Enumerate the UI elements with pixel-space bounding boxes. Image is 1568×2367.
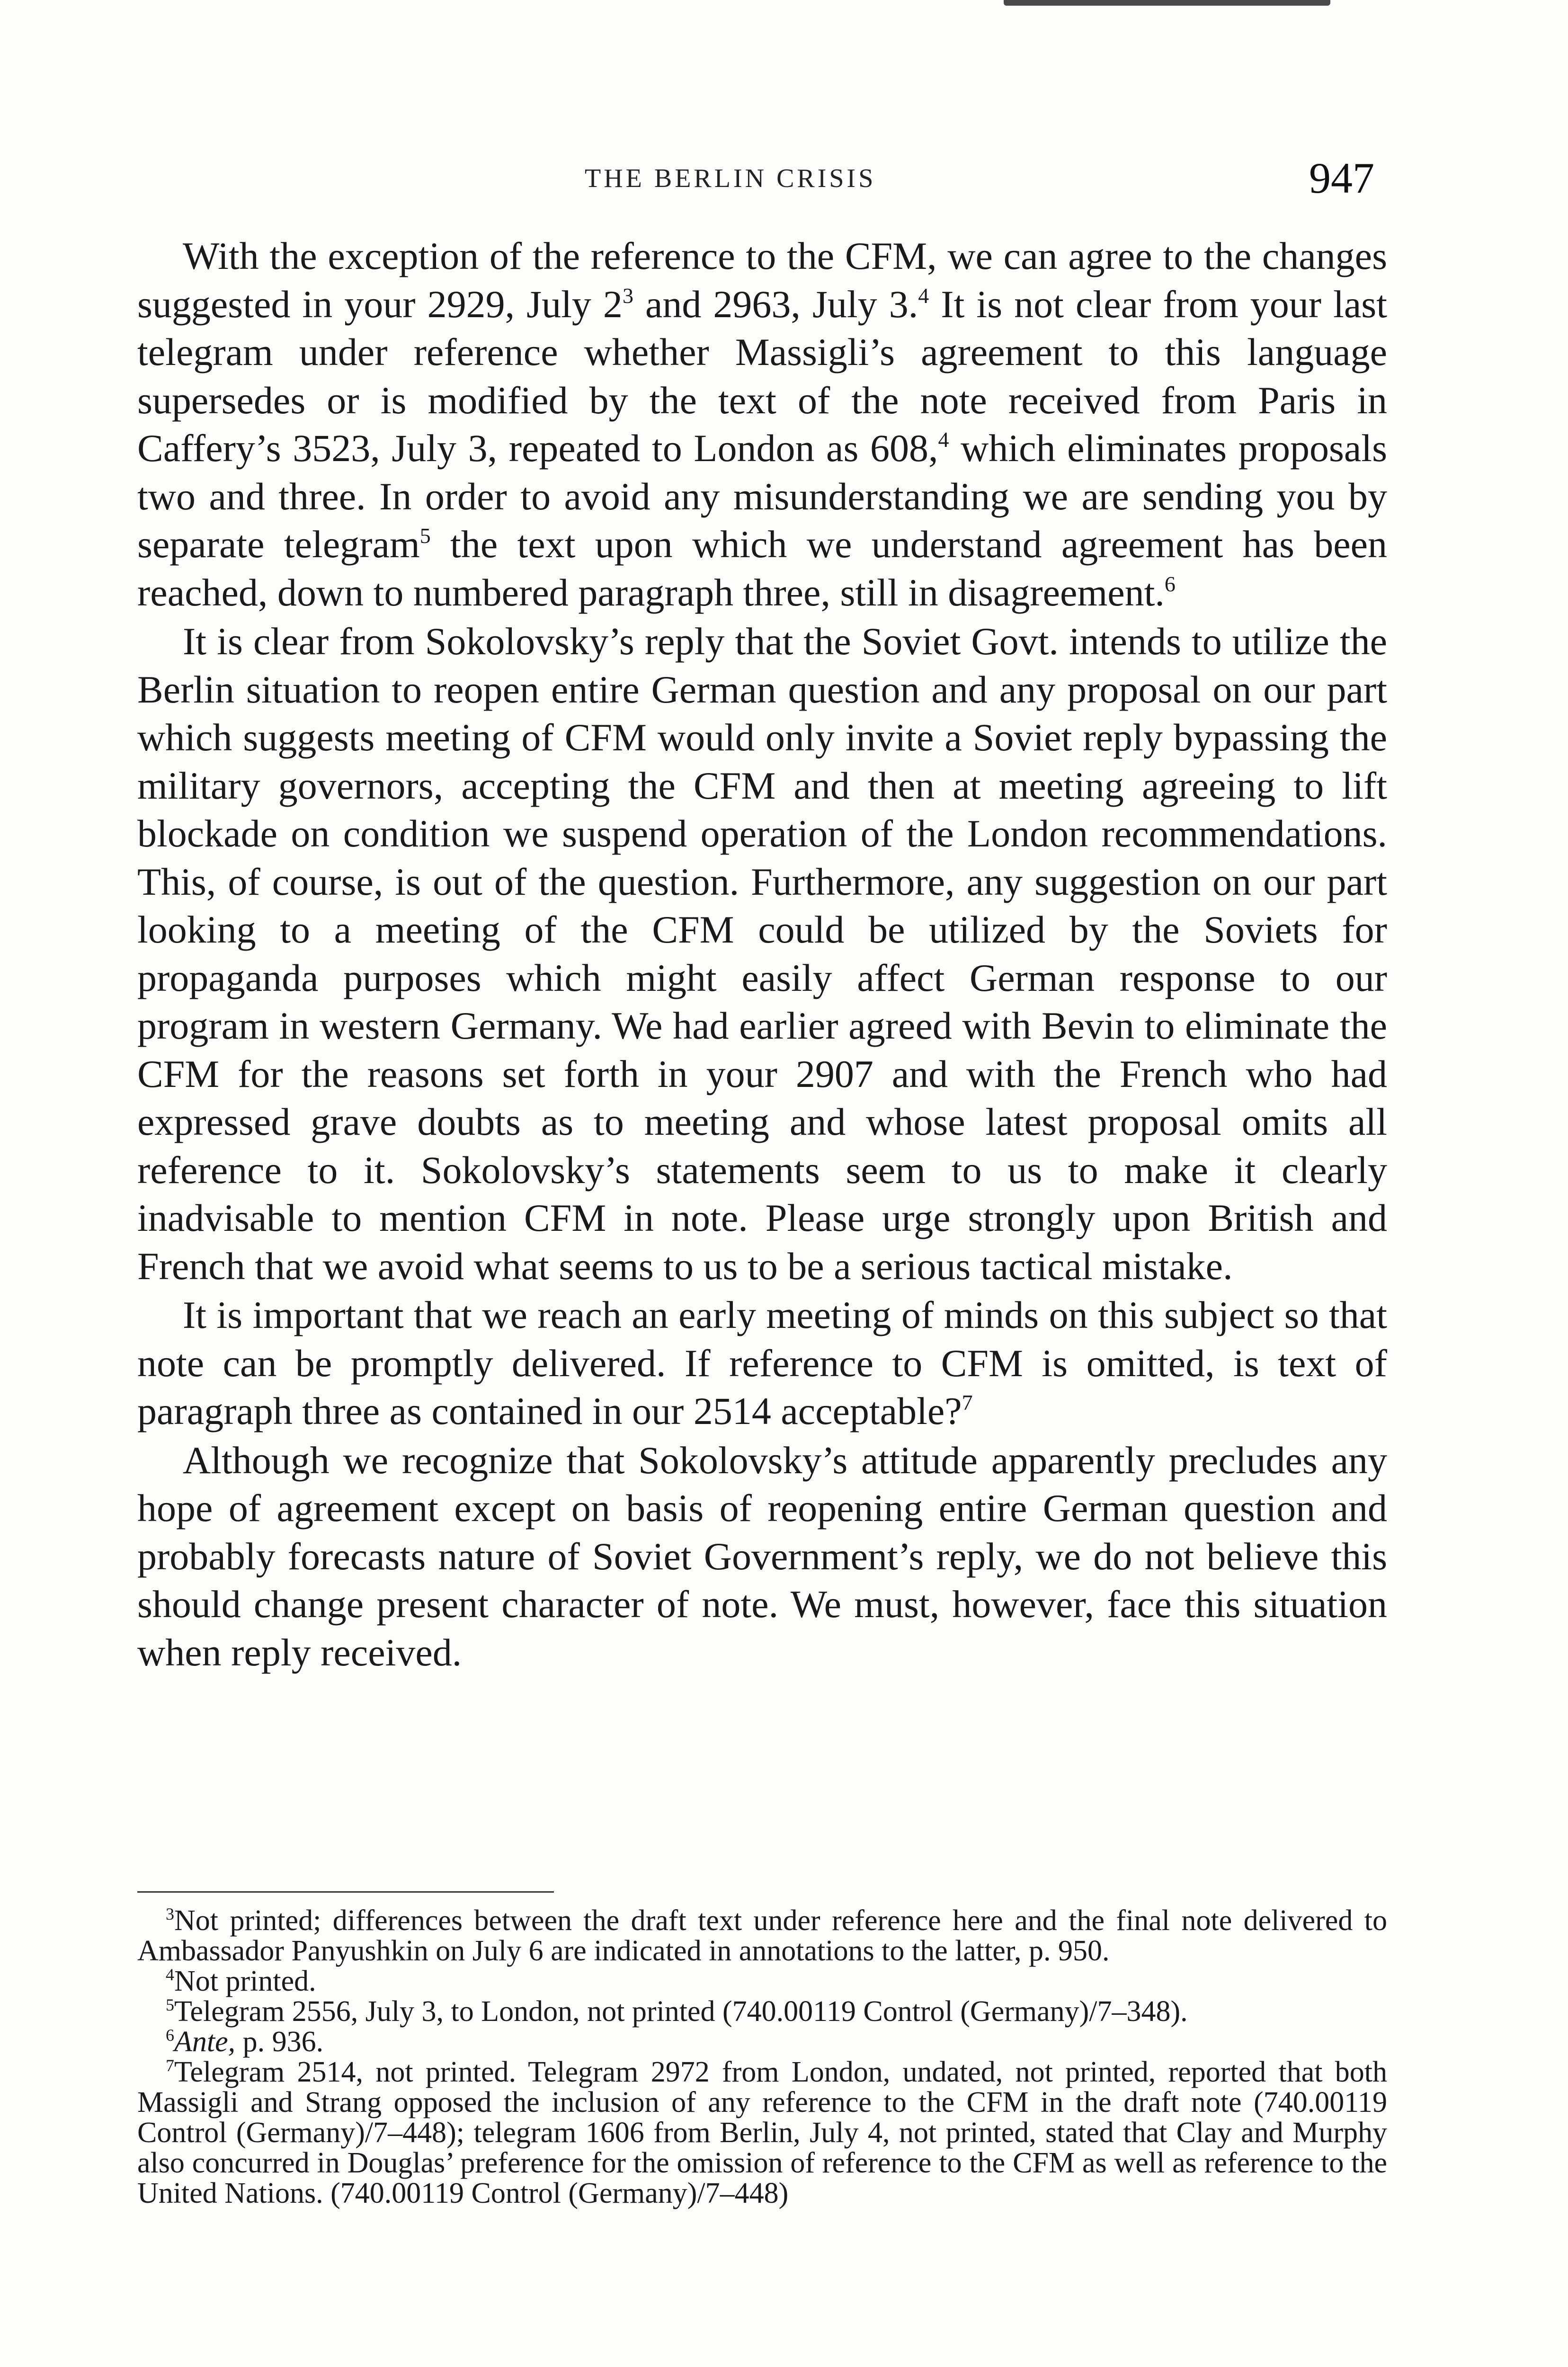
footnotes (137, 1905, 1387, 2208)
footnote-3: $^3$Not printed; differences between the draft text under reference here and the final note delivered to Ambassador Panyushkin on July 6 are indicated in annotations to the latter, p. 950. (137, 1904, 1387, 1967)
running-title: THE BERLIN CRISIS (585, 164, 876, 193)
footnote-rule (137, 1891, 554, 1893)
footnote-ref: 7 (962, 1390, 973, 1415)
scan-edge-mark (1004, 0, 1330, 6)
footnote-5: $^5$Telegram 2556, July 3, to London, not printed (740.00119 Control (Germany)/7–348). (166, 1995, 1188, 2028)
running-head (0, 149, 1568, 211)
paragraph-1: With the exception of the reference to the CFM, we can agree to the changes suggested in your 2929, July $2^3$ and 2963, July 3.$^4$ It is not clear from your last telegram under reference whether Massigli’s agreement to this language supersedes or is modified by the text of the note received from Paris in Caffery’s 3523, July 3, repeated to London as 608,$^4$ which eliminates proposals two and three. In order to avoid any misunderstanding we are sending you by separate telegram$^5$ the text upon which we understand agreement has been reached, down to numbered paragraph three, still in disagreement.$^6$ (137, 234, 1387, 614)
footnote-6: $^6$Ante, p. 936. (166, 2026, 324, 2058)
paragraph-2: It is clear from Sokolovsky’s reply that the Soviet Govt. intends to utilize the Berlin situation to reopen entire German question and any proposal on our part which suggests meeting of CFM would only invite a Soviet reply bypassing the military governors, accepting the CFM and then at meeting agreeing to lift blockade on condition we suspend operation of the London recommendations. This, of course, is out of the question. Furthermore, any suggestion on our part looking to a meeting of the CFM could be utilized by the Soviets for propaganda purposes which might easily affect German response to our program in western Germany. We had earlier agreed with Bevin to eliminate the CFM for the reasons set forth in your 2907 and with the French who had expressed grave doubts as to meeting and whose latest proposal omits all reference to it. Sokolovsky’s statements seem to us to make it clearly inadvisable to mention CFM in note. Please urge strongly upon British and French that we avoid what seems to us to be a serious tactical mistake. (137, 620, 1387, 1288)
paragraph-3: It is important that we reach an early meeting of minds on this subject so that note can be promptly delivered. If reference to CFM is omitted, is text of paragraph three as contained in our 2514 acceptable?$^7$ (137, 1293, 1387, 1433)
footnote-ref: 4 (938, 427, 949, 452)
body-text (137, 232, 1387, 1677)
footnote-4: $^4$Not printed. (166, 1965, 316, 1997)
footnote-ref: 5 (419, 524, 431, 548)
paragraph-4: Although we recognize that Sokolovsky’s attitude apparently precludes any hope of agreement except on basis of reopening entire German question and probably forecasts nature of Soviet Government’s reply, we do not believe this should change present character of note. We must, however, face this situation when reply received. (137, 1438, 1387, 1674)
footnote-ref: 3 (622, 283, 633, 308)
footnote-ref: 6 (1164, 571, 1176, 596)
page-number: 947 (1309, 154, 1374, 202)
footnote-ref: 4 (918, 283, 929, 308)
footnote-7: $^7$Telegram 2514, not printed. Telegram 2972 from London, undated, not printed, reported that both Massigli and Strang opposed the inclusion of any reference to the CFM in the draft note (740.00119 Control (Germany)/7–448); telegram 1606 from Berlin, July 4, not printed, stated that Clay and Murphy also concurred in Douglas’ preference for the omission of reference to the CFM as well as reference to the United Nations. (740.00119 Control (Germany)/7–448) (137, 2056, 1387, 2209)
